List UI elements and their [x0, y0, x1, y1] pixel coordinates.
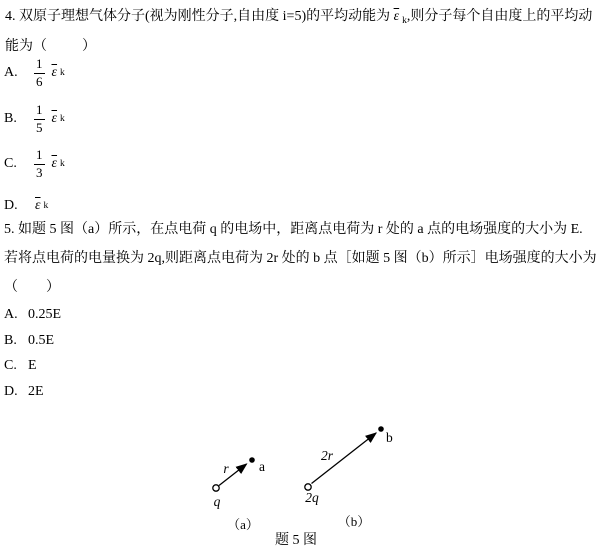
- option-value: 2E: [28, 384, 44, 399]
- epsilon-symbol: $\overline{\varepsilon}$: [51, 156, 58, 171]
- subfigure-caption: （a）: [227, 517, 259, 532]
- question-5-option-c: [4, 358, 37, 374]
- subfigure-caption: （b）: [337, 514, 371, 529]
- fraction-numerator: 1: [34, 103, 45, 120]
- point-label: a: [259, 459, 265, 474]
- option-label: C.: [4, 156, 17, 171]
- epsilon-subscript: k: [402, 16, 407, 26]
- fraction-denominator: 3: [36, 164, 43, 180]
- option-label: A.: [4, 307, 18, 322]
- figure-part-a: [213, 457, 265, 532]
- question-4-text-after: ,则分子每个自由度上的平均动: [406, 9, 593, 24]
- question-4-option-b: [4, 101, 65, 137]
- field-point-b-icon: [378, 426, 384, 432]
- epsilon-symbol: $\overline{\varepsilon}$: [393, 9, 400, 24]
- option-value: E: [28, 358, 37, 373]
- question-5-option-a: [4, 307, 61, 323]
- distance-label: r: [223, 461, 229, 476]
- question-5-option-d: [4, 384, 44, 400]
- option-label: A.: [4, 65, 18, 80]
- point-charge-q-icon: [213, 485, 219, 491]
- point-label: b: [386, 430, 393, 445]
- field-point-a-icon: [249, 457, 255, 463]
- fraction-denominator: 6: [36, 73, 43, 89]
- question-4-text-line-2: 能为（ ）: [5, 39, 96, 54]
- figure-question-5: [180, 413, 420, 552]
- option-value: 0.25E: [28, 307, 62, 322]
- charge-label: q: [213, 494, 221, 509]
- epsilon-symbol: $\overline{\varepsilon}$: [35, 198, 41, 213]
- figure-title: 题 5 图: [275, 533, 317, 548]
- question-5-text-line-2: 若将点电荷的电量换为 2q,则距离点电荷为 2r 处的 b 点［如题 5 图（b）所示］电场强度的大小为: [4, 251, 597, 266]
- fraction-denominator: 5: [36, 119, 43, 135]
- question-5-text-line-1: 5. 如题 5 图（a）所示，在点电荷 q 的电场中，距离点电荷为 r 处的 a 点的电场强度的大小为 E.: [4, 222, 583, 237]
- epsilon-subscript: k: [60, 68, 65, 78]
- epsilon-symbol: $\overline{\varepsilon}$: [51, 111, 58, 126]
- fraction-numerator: 1: [34, 57, 45, 74]
- fraction: [34, 148, 45, 181]
- question-4-option-c: [4, 146, 65, 182]
- option-label: B.: [4, 111, 17, 126]
- charge-label: 2q: [305, 490, 319, 505]
- question-4-text: [5, 8, 601, 30]
- question-4-text-before: 4. 双原子理想气体分子(视为刚性分子,自由度 i=5)的平均动能为: [5, 9, 394, 24]
- distance-label: 2r: [320, 448, 334, 463]
- fraction: [34, 57, 45, 90]
- fraction-numerator: 1: [34, 148, 45, 165]
- option-label: D.: [4, 198, 18, 213]
- epsilon-subscript: k: [60, 114, 65, 124]
- option-value: 0.5E: [28, 333, 55, 348]
- figure-part-b: [305, 426, 393, 529]
- epsilon-symbol: $\overline{\varepsilon}$: [51, 65, 58, 80]
- option-label: B.: [4, 333, 17, 348]
- epsilon-subscript: k: [60, 159, 65, 169]
- question-4-option-a: [4, 55, 65, 91]
- fraction: [34, 103, 45, 136]
- question-5-option-b: [4, 333, 54, 349]
- option-label: C.: [4, 358, 17, 373]
- option-label: D.: [4, 384, 18, 399]
- epsilon-subscript: k: [43, 201, 49, 211]
- question-4-option-d: [4, 196, 48, 216]
- question-5-text-line-3: （ ）: [4, 280, 60, 295]
